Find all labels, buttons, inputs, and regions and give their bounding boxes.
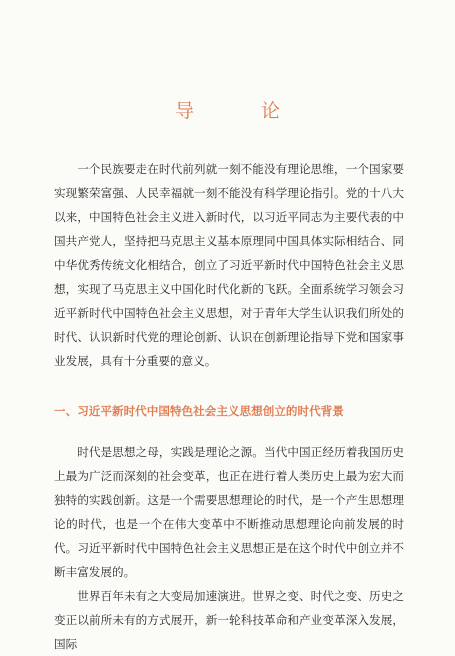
section-heading: 一、习近平新时代中国特色社会主义思想创立的时代背景 <box>54 404 344 418</box>
intro-paragraph: 一个民族要走在时代前列就一刻不能没有理论思维，一个国家要实现繁荣富强、人民幸福就一刻不能没有科学理论指引。党的十八大以来，中国特色社会主义进入新时代，以习近平同志为主要代表的中国共产党人，坚持把马克思主义基本原理同中国具体实际相结合、同中华优秀传统文化相结合，创立了习近平新时代中国特色社会主义思想，实现了马克思主义中国化时代化新的飞跃。全面系统学习领会习近平新时代中国特色社会主义思想，对于青年大学生认识我们所处的时代、认识新时代党的理论创新、认识在创新理论指导下党和国家事业发展，具有十分重要的意义。 <box>54 162 404 368</box>
section-paragraph: 世界百年未有之大变局加速演进。世界之变、时代之变、历史之变正以前所未有的方式展开，新一轮科技革命和产业变革深入发展，国际 <box>54 589 404 651</box>
page-title: 导 论 <box>174 100 304 122</box>
section-paragraph: 时代是思想之母，实践是理论之源。当代中国正经历着我国历史上最为广泛而深刻的社会变革，也正在进行着人类历史上最为宏大而独特的实践创新。这是一个需要思想理论的时代，是一个产生思想理论的时代，也是一个在伟大变革中不断推动思想理论向前发展的时代。习近平新时代中国特色社会主义思想正是在这个时代中创立并不断丰富发展的。 <box>54 445 404 579</box>
